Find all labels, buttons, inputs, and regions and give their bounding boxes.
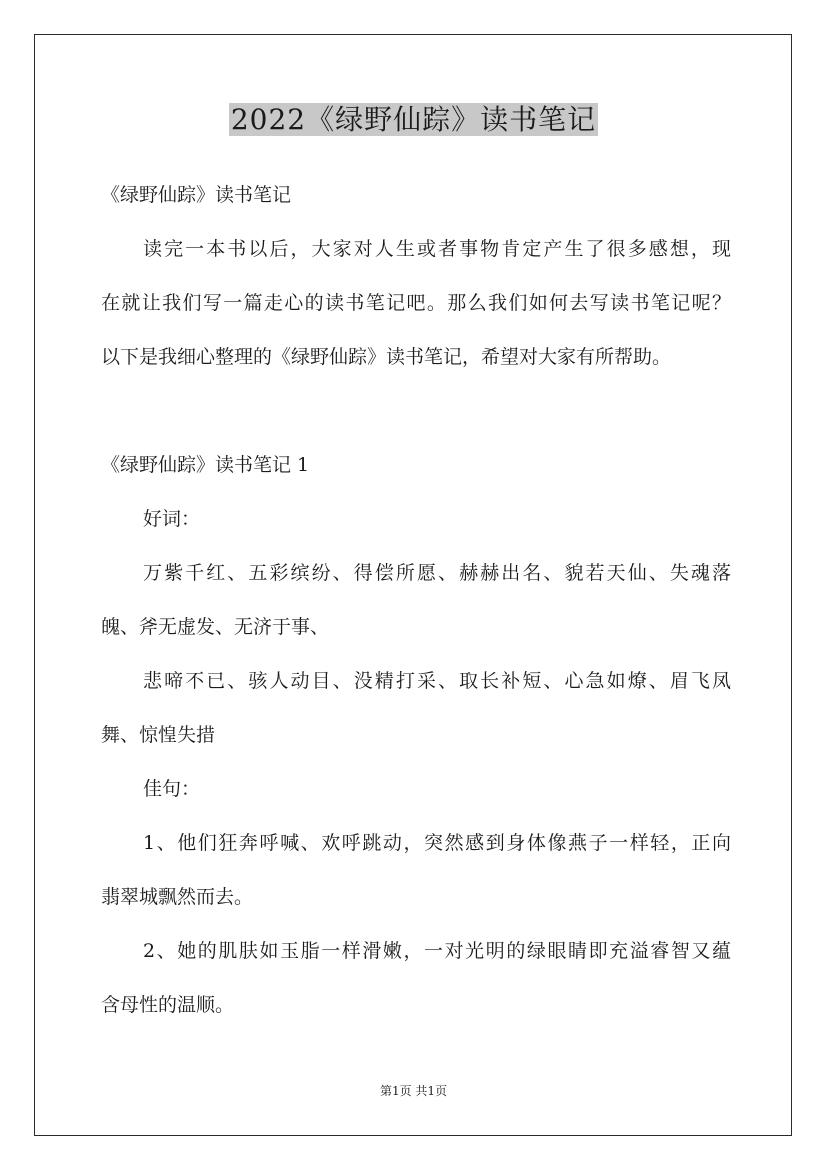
good-words-2-line-1: 悲啼不已、骇人动目、没精打采、取长补短、心急如燎、眉飞凤	[143, 670, 731, 692]
subtitle: 《绿野仙踪》读书笔记	[101, 184, 292, 206]
intro-line-2: 在就让我们写一篇走心的读书笔记吧。那么我们如何去写读书笔记呢？	[101, 292, 731, 314]
document-body	[101, 168, 731, 1032]
good-sentences-label: 佳句：	[143, 778, 201, 800]
good-words-1-line-1: 万紫千红、五彩缤纷、得偿所愿、赫赫出名、貌若天仙、失魂落	[143, 562, 731, 584]
good-words-2-line-2: 舞、惊惶失措	[101, 724, 216, 746]
intro-line-1: 读完一本书以后，大家对人生或者事物肯定产生了很多感想，现	[143, 238, 731, 260]
sentence-2-line-2: 含母性的温顺。	[101, 994, 235, 1016]
good-words-1-line-2: 魄、斧无虚发、无济于事、	[101, 616, 330, 638]
document-title-text: 2022《绿野仙踪》读书笔记	[230, 103, 597, 136]
section-heading: 《绿野仙踪》读书笔记 1	[101, 454, 310, 476]
sentence-1-line-1: 1、他们狂奔呼喊、欢呼跳动，突然感到身体像燕子一样轻，正向	[143, 832, 731, 854]
page-footer: 第1页 共1页	[379, 1084, 448, 1098]
sentence-2-line-1: 2、她的肌肤如玉脂一样滑嫩，一对光明的绿眼睛即充溢睿智又蕴	[143, 940, 731, 962]
document-title	[0, 100, 827, 140]
spacer	[101, 384, 731, 438]
sentence-1-line-2: 翡翠城飘然而去。	[101, 886, 254, 908]
good-words-label: 好词：	[143, 508, 201, 530]
intro-line-3: 以下是我细心整理的《绿野仙踪》读书笔记，希望对大家有所帮助。	[101, 346, 672, 368]
